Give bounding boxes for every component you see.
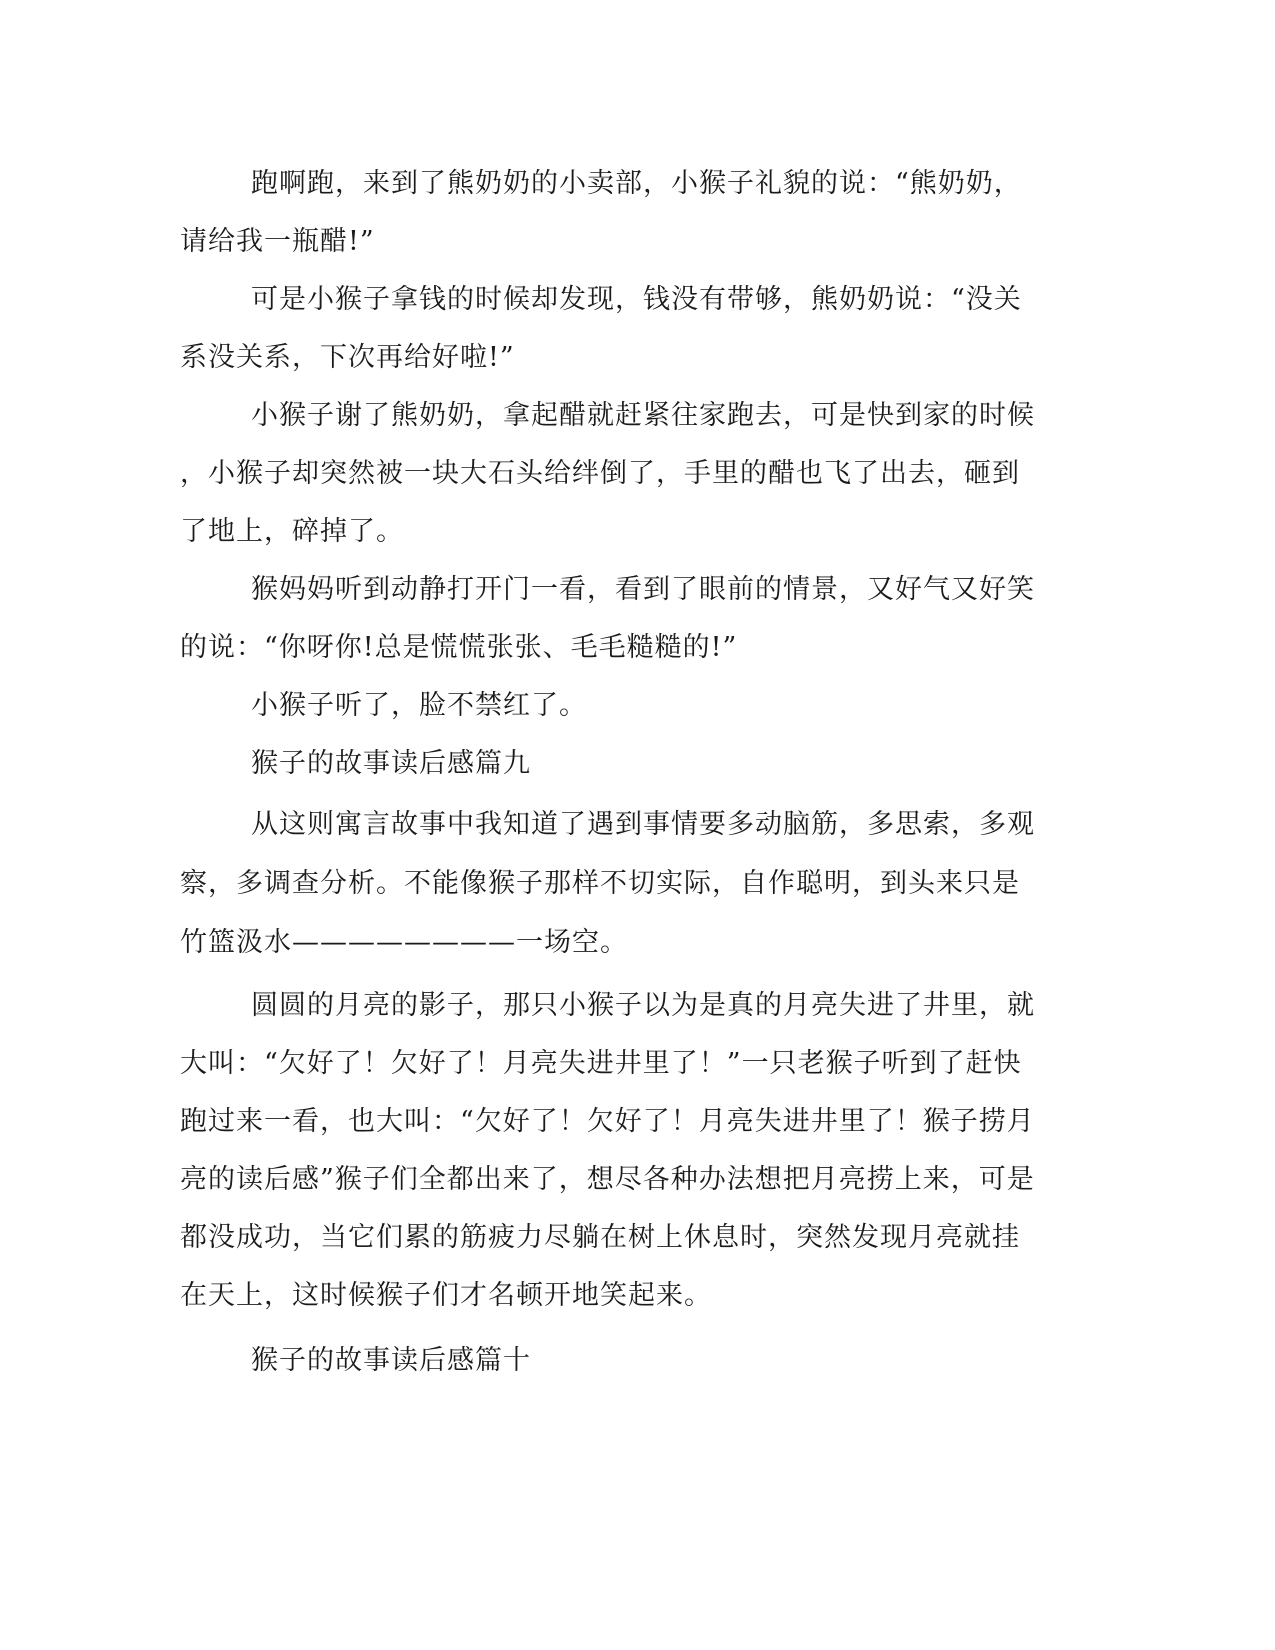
paragraph-line: 系没关系，下次再给好啦!” [180,342,515,373]
section-heading: 猴子的故事读后感篇十 [251,1345,531,1376]
paragraph-line: 亮的读后感”猴子们全都出来了，想尽各种办法想把月亮捞上来，可是 [180,1164,1035,1195]
paragraph-line: 察，多调查分析。不能像猴子那样不切实际，自作聪明，到头来只是 [180,868,1020,899]
paragraph-line: 在天上，这时候猴子们才名顿开地笑起来。 [180,1280,712,1311]
paragraph-line: 竹篮汲水————————一场空。 [180,927,628,958]
paragraph-line: 的说：“你呀你!总是慌慌张张、毛毛糙糙的!” [180,632,738,663]
paragraph-line: 跑啊跑，来到了熊奶奶的小卖部，小猴子礼貌的说：“熊奶奶， [251,168,1022,199]
paragraph-line: 圆圆的月亮的影子，那只小猴子以为是真的月亮失进了井里，就 [251,990,1035,1021]
paragraph-line: 都没成功，当它们累的筋疲力尽躺在树上休息时，突然发现月亮就挂 [180,1222,1020,1253]
section-heading: 猴子的故事读后感篇九 [251,748,531,779]
paragraph-line: ，小猴子却突然被一块大石头给绊倒了，手里的醋也飞了出去，砸到 [180,458,1020,489]
paragraph-line: 大叫：“欠好了！欠好了！月亮失进井里了！”一只老猴子听到了赶快 [180,1048,1022,1079]
paragraph-line: 小猴子听了，脸不禁红了。 [251,690,587,721]
paragraph-line: 可是小猴子拿钱的时候却发现，钱没有带够，熊奶奶说：“没关 [251,284,1022,315]
paragraph-line: 从这则寓言故事中我知道了遇到事情要多动脑筋，多思索，多观 [251,809,1035,840]
paragraph-line: 请给我一瓶醋!” [180,226,375,257]
paragraph-line: 跑过来一看，也大叫：“欠好了！欠好了！月亮失进井里了！猴子捞月 [180,1106,1035,1137]
paragraph-line: 猴妈妈听到动静打开门一看，看到了眼前的情景，又好气又好笑 [251,574,1035,605]
paragraph-line: 小猴子谢了熊奶奶，拿起醋就赶紧往家跑去，可是快到家的时候 [251,400,1035,431]
paragraph-line: 了地上，碎掉了。 [180,516,404,547]
